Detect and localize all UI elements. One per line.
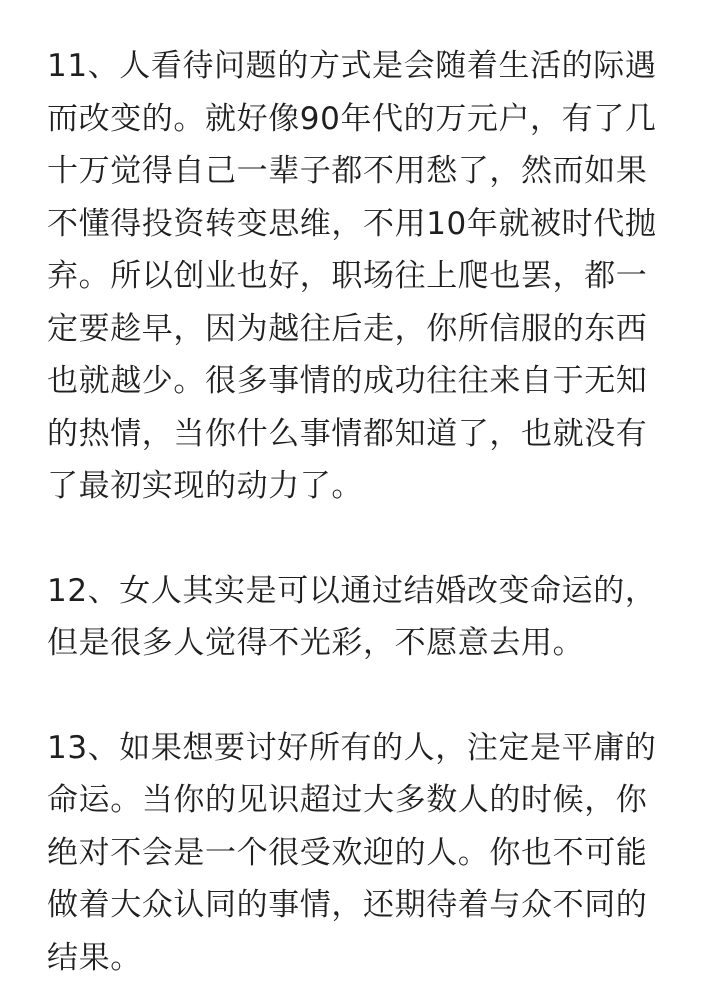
paragraph-12: 12、女人其实是可以通过结婚改变命运的，但是很多人觉得不光彩，不愿意去用。 [47, 565, 676, 670]
paragraph-11: 11、人看待问题的方式是会随着生活的际遇而改变的。就好像90年代的万元户，有了几十万觉得自己一辈子都不用愁了，然而如果不懂得投资转变思维，不用10年就被时代抛弃。所以创业也好，职场往上爬也罢，都一定要趁早，因为越往后走，你所信服的东西也就越少。很多事情的成功往往来自于无知的热情，当你什么事情都知道了，也就没有了最初实现的动力了。 [47, 40, 676, 513]
paragraph-spacer [47, 670, 676, 722]
paragraph-spacer [47, 513, 676, 565]
paragraph-13: 13、如果想要讨好所有的人，注定是平庸的命运。当你的见识超过大多数人的时候，你绝对不会是一个很受欢迎的人。你也不可能做着大众认同的事情，还期待着与众不同的结果。 [47, 722, 676, 984]
